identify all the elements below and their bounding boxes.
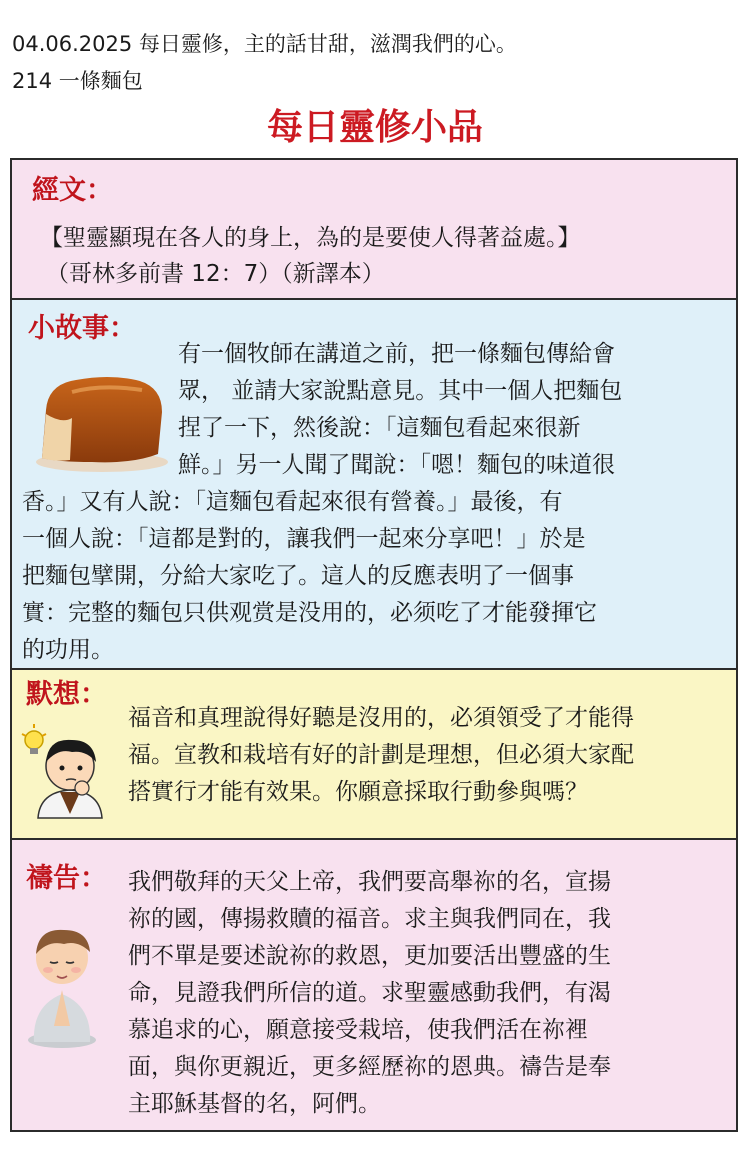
scripture-title: 經文： [32,175,113,206]
story-line: 鮮。」另一人聞了聞說：「嗯！麵包的味道很 [178,452,615,478]
page-title: 每日靈修小品 [266,107,483,148]
story-section [12,300,736,670]
reflection-line: 搭實行才能有效果。你願意採取行動參與嗎？ [128,779,588,805]
reflection-title: 默想： [26,679,107,710]
scripture-verse: 【聖靈顯現在各人的身上，為的是要使人得著益處。】 [40,225,581,251]
reflection-line: 福。宣教和栽培有好的計劃是理想，但必須大家配 [128,742,634,768]
reflection-line: 福音和真理說得好聽是沒用的，必須領受了才能得 [128,705,634,731]
header-topic-line: 214 一條麵包 [12,69,143,93]
prayer-section [12,840,736,1130]
scripture-reference: （哥林多前書 12：7）（新譯本） [46,261,385,287]
devotional-frame [10,158,738,1132]
scripture-section [12,160,736,300]
prayer-title: 禱告： [26,863,107,894]
header-date-line: 04.06.2025 每日靈修，主的話甘甜，滋潤我們的心。 [12,32,517,56]
prayer-line: 命，見證我們所信的道。求聖靈感動我們，有渴 [128,980,611,1006]
prayer-line: 我們敬拜的天父上帝，我們要高舉祢的名，宣揚 [128,869,611,895]
prayer-text [128,864,728,1123]
prayer-line: 主耶穌基督的名，阿們。 [128,1091,381,1117]
thinking-boy-icon [20,718,110,828]
story-line: 把麵包擘開，分給大家吃了。這人的反應表明了一個事 [22,563,574,589]
story-line: 一個人說：「這都是對的，讓我們一起來分享吧！」於是 [22,526,586,552]
story-title: 小故事： [28,313,136,344]
praying-child-icon [24,916,100,1050]
reflection-section [12,670,736,840]
prayer-line: 面，與你更親近，更多經歷祢的恩典。禱告是奉 [128,1054,611,1080]
story-line: 香。」又有人說：「這麵包看起來很有營養。」最後，有 [22,489,563,515]
story-line: 眾， 並請大家說點意見。其中一個人把麵包 [178,378,623,404]
story-line: 有一個牧師在講道之前，把一條麵包傳給會 [178,341,615,367]
prayer-line: 祢的國，傳揚救贖的福音。求主與我們同在，我 [128,906,611,932]
prayer-line: 們不單是要述說祢的救恩，更加要活出豐盛的生 [128,943,611,969]
story-line: 實：完整的麵包只供观赏是没用的，必须吃了才能發揮它 [22,600,597,626]
story-line: 的功用。 [22,637,114,663]
story-text [22,336,734,669]
reflection-text [128,700,728,811]
story-line: 捏了一下，然後說：「這麵包看起來很新 [178,415,581,441]
prayer-line: 慕追求的心，願意接受栽培，使我們活在祢裡 [128,1017,588,1043]
